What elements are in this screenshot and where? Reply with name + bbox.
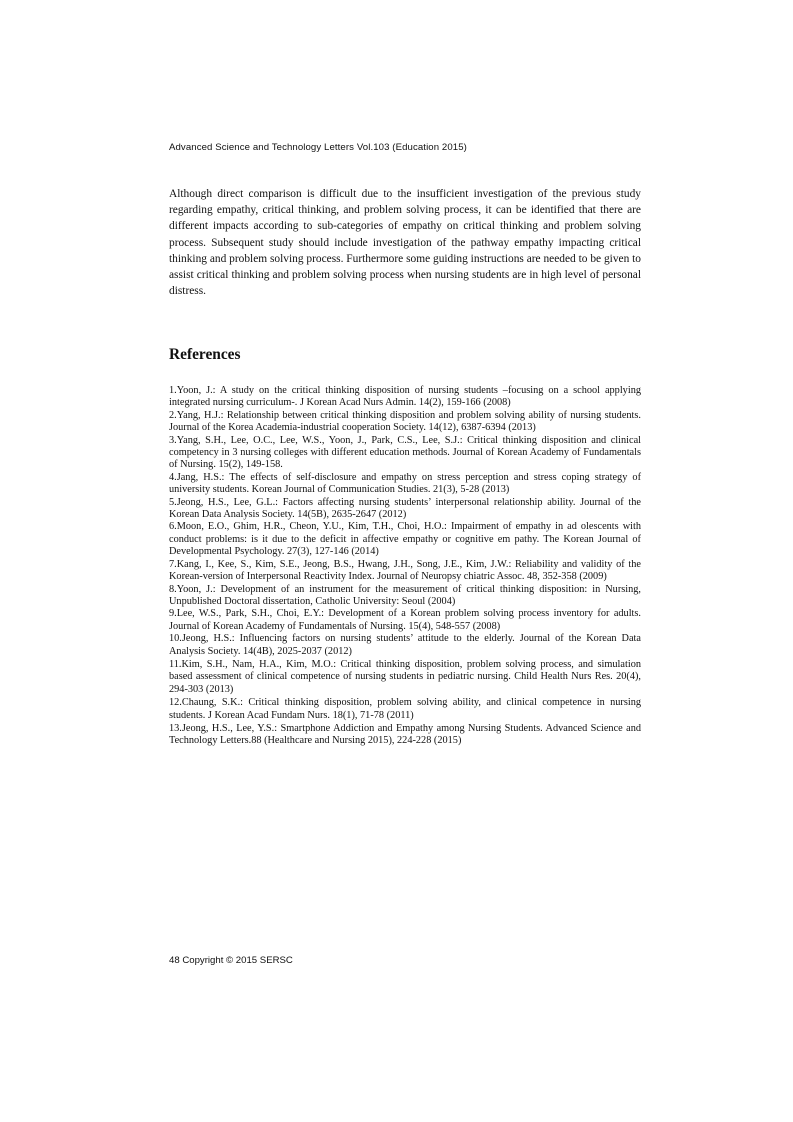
reference-item-8: 8.Yoon, J.: Development of an instrument for the measurement of critical thinking disposition: in Nursing, Unpublished Doctoral dissertation, Catholic University: Seoul (2004) bbox=[169, 583, 641, 607]
reference-item-5: 5.Jeong, H.S., Lee, G.L.: Factors affecting nursing students’ interpersonal relationship ability. Journal of the Korean Data Analysis Society. 14(5B), 2635-2647 (2012) bbox=[169, 496, 641, 521]
page-footer: 48 Copyright © 2015 SERSC bbox=[169, 955, 293, 966]
reference-item-13: 13.Jeong, H.S., Lee, Y.S.: Smartphone Addiction and Empathy among Nursing Students. Advanced Science and Technology Letters.88 (Healthcare and Nursing 2015), 224-228 (2015) bbox=[169, 722, 641, 747]
reference-item-11: 11.Kim, S.H., Nam, H.A., Kim, M.O.: Critical thinking disposition, problem solving process, and simulation based assessment of clinical competence of nursing students in pediatric nursing. Child Health Nurs Res. 20(4), 294-303 (2013) bbox=[169, 658, 641, 695]
running-header: Advanced Science and Technology Letters Vol.103 (Education 2015) bbox=[169, 142, 467, 153]
reference-item-2: 2.Yang, H.J.: Relationship between critical thinking disposition and problem solving ability of nursing students. Journal of the Korea Academia-industrial cooperation Society. 14(12), 6387-6394 (2013) bbox=[169, 409, 641, 434]
reference-item-12: 12.Chaung, S.K.: Critical thinking disposition, problem solving ability, and clinical competence in nursing students. J Korean Acad Fundam Nurs. 18(1), 71-78 (2011) bbox=[169, 697, 641, 721]
reference-item-1: 1.Yoon, J.: A study on the critical thinking disposition of nursing students –focusing on a school applying integrated nursing curriculum-. J Korean Acad Nurs Admin. 14(2), 159-166 (2008) bbox=[169, 385, 641, 409]
reference-item-7: 7.Kang, I., Kee, S., Kim, S.E., Jeong, B.S., Hwang, J.H., Song, J.E., Kim, J.W.: Reliability and validity of the Korean-version of Interpersonal Reactivity Index. Journal of Neuropsy chiatric Assoc. 48, 352-358 (2009) bbox=[169, 558, 641, 583]
references-heading: References bbox=[169, 346, 241, 363]
body-paragraph: Although direct comparison is difficult due to the insufficient investigation of the previous study regarding empathy, critical thinking, and problem solving process, it can be identified that there are different impacts according to sub-categories of empathy on critical thinking and problem solving process. Subsequent study should include investigation of the pathway empathy impacting critical thinking and problem solving process. Furthermore some guiding instructions are needed to be given to assist critical thinking and problem solving process when nursing students are in high level of personal distress. bbox=[169, 188, 641, 298]
reference-item-10: 10.Jeong, H.S.: Influencing factors on nursing students’ attitude to the elderly. Journal of the Korean Data Analysis Society. 14(4B), 2025-2037 (2012) bbox=[169, 633, 641, 657]
reference-item-3: 3.Yang, S.H., Lee, O.C., Lee, W.S., Yoon, J., Park, C.S., Lee, S.J.: Critical thinking disposition and clinical competency in 3 nursing colleges with different education methods. Journal of Korean Academy of Fundamentals of Nursing. 15(2), 149-158. bbox=[169, 434, 641, 471]
reference-list bbox=[169, 385, 641, 748]
reference-item-4: 4.Jang, H.S.: The effects of self-disclosure and empathy on stress perception and stress coping strategy of university students. Korean Journal of Communication Studies. 21(3), 5-28 (2013) bbox=[169, 471, 641, 496]
reference-item-6: 6.Moon, E.O., Ghim, H.R., Cheon, Y.U., Kim, T.H., Choi, H.O.: Impairment of empathy in ad olescents with conduct problems: is it due to the deficit in affective empathy or cognitive em pathy. The Korean Journal of Developmental Psychology. 27(3), 127-146 (2014) bbox=[169, 521, 641, 558]
reference-item-9: 9.Lee, W.S., Park, S.H., Choi, E.Y.: Development of a Korean problem solving process inventory for adults. Journal of Korean Academy of Fundamentals of Nursing. 15(4), 548-557 (2008) bbox=[169, 608, 641, 632]
